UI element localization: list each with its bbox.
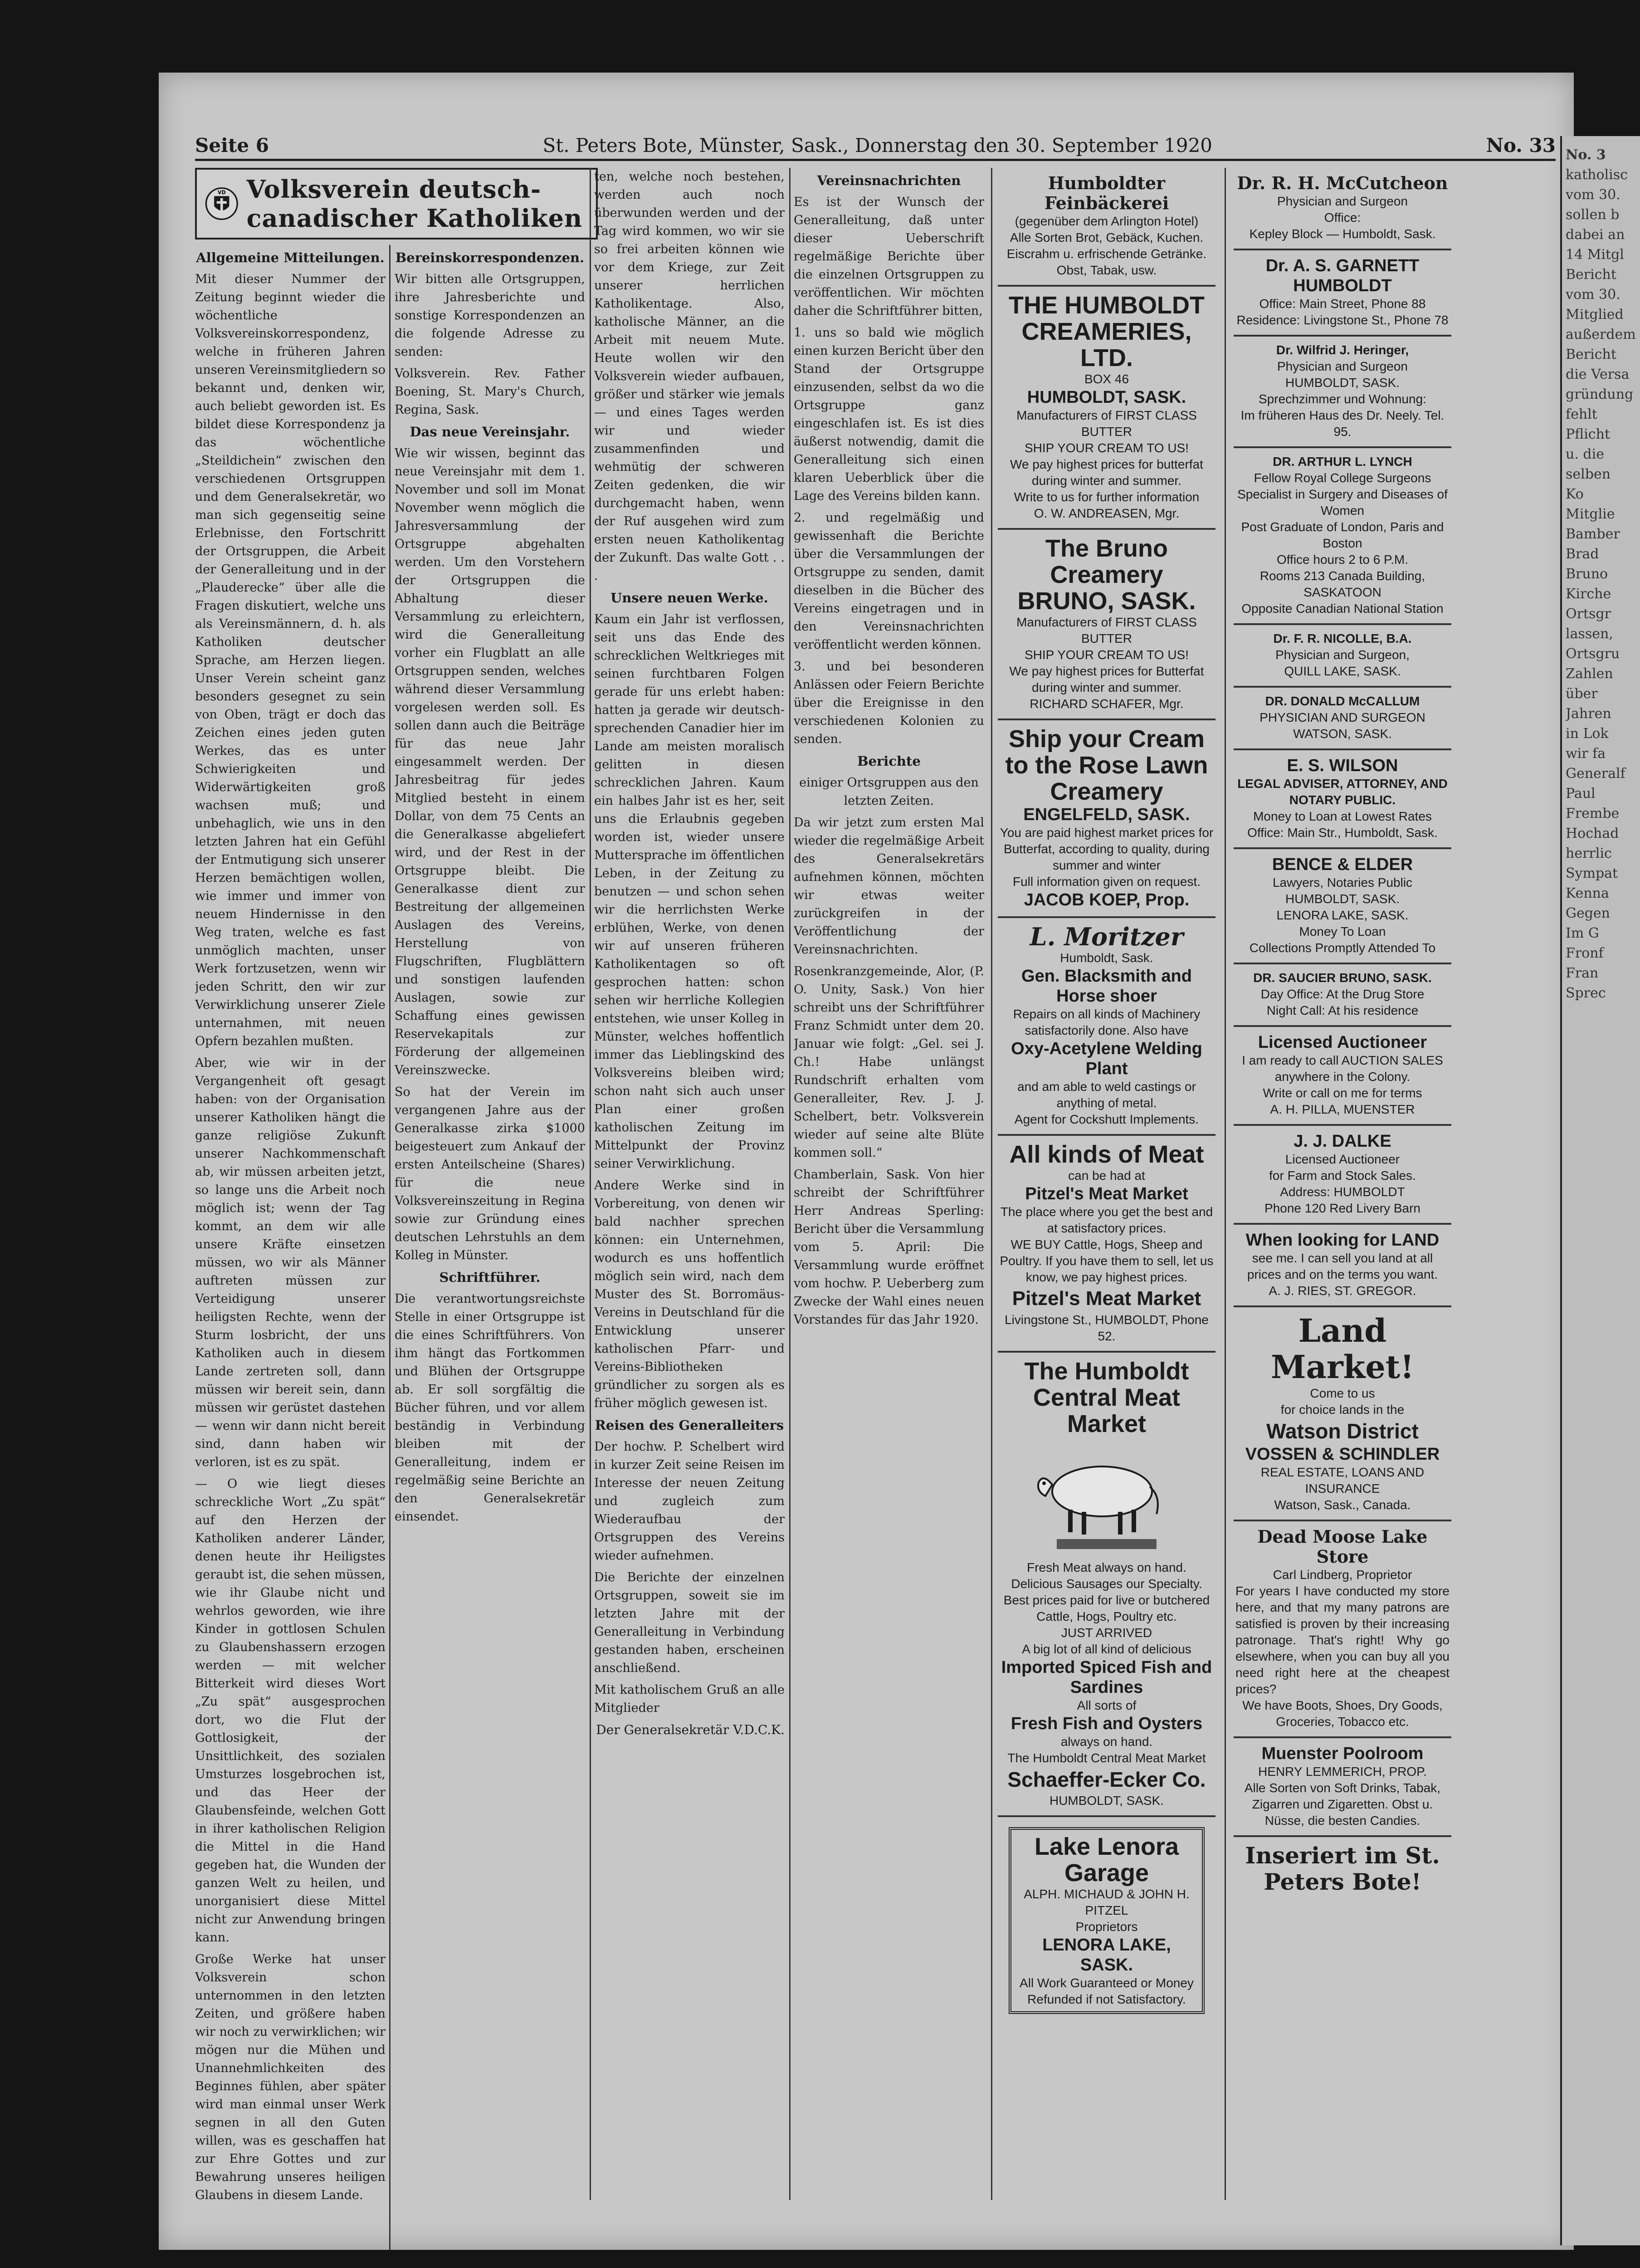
edge-line: Im G: [1566, 925, 1599, 941]
col4-para: 3. und bei besonderen Anlässen oder Feiern Berichte über die Ereignisse in den verschiedenen Kolonien zu senden.: [794, 660, 984, 746]
ad-land-market: Land Market! Come to us for choice lands in the Watson District VOSSEN & SCHINDLER REAL ESTATE, LOANS AND INSURANCE Watson, Sask., Canada.: [1234, 1307, 1451, 1521]
col1-heading: Allgemeine Mitteilungen.: [196, 250, 385, 265]
ad-bence-elder: BENCE & ELDER Lawyers, Notaries Public HUMBOLDT, SASK. LENORA LAKE, SASK. Money To Loan Collections Promptly Attended To: [1234, 849, 1451, 964]
col4-heading: Vereinsnachrichten: [817, 173, 961, 188]
edge-line: selben: [1566, 466, 1611, 482]
edge-line: Zahlen: [1566, 666, 1613, 682]
volksverein-logo-icon: [204, 172, 239, 235]
ad-ries-land: When looking for LAND see me. I can sell you land at all prices and on the terms you want. A. J. RIES, ST. GREGOR.: [1234, 1225, 1451, 1307]
ad-humboldt-creameries: THE HUMBOLDT CREAMERIES, LTD. BOX 46 HUMBOLDT, SASK. Manufacturers of FIRST CLASS BUTTER SHIP YOUR CREAM TO US! We pay highest prices for butterfat during winter and summer. Write to us for further information O. W. ANDREASEN, Mgr.: [998, 287, 1215, 530]
col3-para: Kaum ein Jahr ist verflossen, seit uns das Ende des schrecklichen Weltkrieges mit seinen furchtbaren Folgen gerade für uns erlebt haben: hatten ja gerade wir deutsch-sprechenden Canadier hier im Lande am meisten moralisch gelitten in diesen schrecklichen Jahren. Kaum ein halbes Jahr ist es her, seit uns die Erlaubnis gegeben worden ist, wieder unsere Muttersprache im öffentlichen Leben, in der Zeitung zu benutzen — und schon sehen wir die herrlichsten Werke erblühen, Werke, von denen wir auf unseren früheren Katholikentagen so oft gesprochen hatten: schon sehen wir herrliche Kollegien entstehen, wie unser Kolleg in Münster, welches hoffentlich immer das Lieblingskind des Volksvereins bleiben wird; schon naht sich auch unser Plan einer großen katholischen Zeitung im Mittelpunkt der Provinz seiner Verwirklichung.: [594, 612, 785, 1171]
col2-para: Wir bitten alle Ortsgruppen, ihre Jahresberichte und sonstige Korrespondenzen an die folgende Adresse zu senden:: [395, 272, 585, 359]
col4-para: Chamberlain, Sask. Von hier schreibt der Schriftführer Herr Andreas Sperling: Bericht über die Versammlung vom 5. April: Die Versammlung wurde eröffnet vom hochw. P. Ueberberg zum Zwecke der Wahl eines neuen Vorstandes für das Jahr 1920.: [794, 1168, 984, 1327]
ad-dr-mccutcheon: Dr. R. H. McCutcheon Physician and Surgeon Office: Kepley Block — Humboldt, Sask.: [1234, 168, 1451, 250]
edge-line: außerdem: [1566, 327, 1636, 342]
edge-line: fehlt: [1566, 406, 1597, 422]
edge-line: 14 Mitgl: [1566, 247, 1624, 263]
ad-licensed-auctioneer: Licensed Auctioneer I am ready to call AUCTION SALES anywhere in the Colony. Write or call on me for terms A. H. PILLA, MUENSTER: [1234, 1027, 1451, 1126]
col4-para: Rosenkranzgemeinde, Alor, (P. O. Unity, Sask.) Von hier schreibt uns der Schriftführer Franz Schmidt unter dem 20. Januar wie folgt: „Gel. sei J. Ch.! Habe unlängst Rundschrift erhalten vom Generalleiter, Rev. J. J. Schelbert, betr. Volksverein wieder auf seine alte Blüte kommen soll.“: [794, 964, 984, 1160]
edge-line: Fran: [1566, 965, 1599, 981]
ad-bruno-creamery: The Bruno Creamery BRUNO, SASK. Manufacturers of FIRST CLASS BUTTER SHIP YOUR CREAM TO US! We pay highest prices for Butterfat during winter and summer. RICHARD SCHAFER, Mgr.: [998, 530, 1215, 720]
col1-para: Mit dieser Nummer der Zeitung beginnt wieder die wöchentliche Volksvereinskorrespondenz, welche in früheren Jahren unseren Vereinsmitgliedern so bekannt und, denken wir, auch beliebt geworden ist. Es bildet diese Korrespondenz ja das wöchentliche „Steildichein“ zwischen den verschiedenen Ortsgruppen und dem Generalsekretär, wo man sich gegenseitig seine Erlebnisse, den Fortschritt der Ortsgruppen, die Arbeit der Generalleitung und in der „Plauderecke“ über alle die Fragen diskutiert, welche uns als Vereinsmännern, d. h. als Katholiken deutscher Sprache, am Herzen liegen. Unser Verein scheint ganz besonders gesegnet zu sein von Oben, trägt er doch das Zeichen eines jeden guten Werkes, das es unter Schwierigkeiten und Widerwärtigkeiten groß wachsen muß; und unbehaglich, wie uns in den letzten Jahren hat ein Gefühl der Entmutigung sich unserer Herzen bemächtigen wollen, wie immer und immer von neuem Hindernisse in den Weg traten, welche es fast unmöglich machten, unser Werk fortzusetzen, wenn wir jeden Schritt, den wir zur Verwirklichung unserer Ziele unternahmen, mit neuen Opfern bezahlen mußten.: [195, 272, 386, 1048]
edge-line: über: [1566, 686, 1598, 702]
ad-rose-lawn-creamery: Ship your Cream to the Rose Lawn Creamery ENGELFELD, SASK. You are paid highest market prices for Butterfat, according to quality, during summer and winter Full information given on request. JACOB KOEP, Prop.: [998, 720, 1215, 918]
edge-line: u. die: [1566, 446, 1604, 462]
ad-central-meat-market: The Humboldt Central Meat Market Fresh Meat always on hand. Delicious Sausages our Specialty. Best prices paid for live or butchered Cattle, Hogs, Poultry etc. JUST ARRIVED A big lot of all kind of delicious Imported Spiced Fish and Sardines All sorts of Fresh Fish and Oysters always on hand. The Humboldt Central Meat Market Schaeffer-Ecker Co. HUMBOLDT, SASK.: [998, 1353, 1215, 1817]
column-1: [195, 245, 386, 2250]
edge-line: Ko: [1566, 486, 1584, 502]
edge-line: Pflicht: [1566, 426, 1610, 442]
column-rule: [789, 168, 791, 2200]
col2-address: Volksverein. Rev. Father Boening, St. Mary's Church, Regina, Sask.: [395, 367, 585, 417]
edge-line: dabei an: [1566, 227, 1625, 243]
edge-line: Kenna: [1566, 885, 1609, 901]
edge-line: Brad: [1566, 546, 1599, 562]
col3-para: ten, welche noch bestehen, werden auch noch überwunden werden und der Tag wird kommen, wo wir sie so frei arbeiten können wie vor dem Kriege, zur Zeit unserer herrlichen Katholikentage. Also, katholische Männer, an die Arbeit mit neuem Mute. Heute wollen wir den Volksverein wieder aufbauen, größer und stärker wie jemals — und eines Tages werden wir und wieder zusammenfinden und wehmütig der schweren Zeiten gedenken, die wir durchgemacht haben, wenn der Ruf ausgehen wird zum ersten neuen Katholikentag der Zukunft. Das walte Gott . . .: [594, 170, 785, 583]
col3-para: Andere Werke sind in Vorbereitung, von denen wir bald nachher sprechen können: ein Unternehmen, wodurch es uns hoffentlich möglich sein wird, nach dem Muster des St. Borromäus-Vereins in Deutschland für die Entwicklung unserer katholischen Pfarr- und Vereins-Bibliotheken gründlicher zu sorgen als es früher möglich gewesen ist.: [594, 1178, 785, 1410]
edge-line: vom 30.: [1566, 187, 1620, 203]
col4-heading-2: Berichte: [857, 753, 921, 769]
col4-para: 1. uns so bald wie möglich einen kurzen Bericht über den Stand der Ortsgruppe einzusenden, selbst da wo die Ortsgruppe ganz eingeschlafen ist. Es ist dies äußerst notwendig, damit die Generalleitung sich einen klaren Ueberblick über die Lage des Vereins bilden kann.: [794, 326, 984, 503]
edge-line: Bruno: [1566, 566, 1608, 582]
col3-para: Der hochw. P. Schelbert wird in kurzer Zeit seine Reisen im Interesse der neuen Zeitung und zugleich zum Wiederaufbau der Ortsgruppen des Vereins wieder aufnehmen.: [594, 1440, 785, 1563]
edge-line: Sympat: [1566, 865, 1618, 881]
col2-heading: Bereinskorrespondenzen.: [395, 250, 585, 265]
ad-inseriert: Inseriert im St. Peters Bote!: [1245, 1842, 1440, 1895]
col2-para: Wie wir wissen, beginnt das neue Vereinsjahr mit dem 1. November und soll im Monat November wenn möglich die Jahresversammlung der Ortsgruppe abgehalten werden. Um den Vorstehern der Ortsgruppen die Abhaltung dieser Versammlung zu erleichtern, wird die Generalleitung vorher ein Flugblatt an alle Ortsgruppen senden, welches während dieser Versammlung vorgelesen werden soll. Es sollen dann auch die Beiträge für das neue Jahr eingesammelt werden. Der Jahresbeitrag für jedes Mitglied besteht in einem Dollar, von dem 75 Cents an die Generalkasse abgeliefert wird, und der Rest in der Ortsgruppe bleibt. Die Generalkasse dient zur Bestreitung der allgemeinen Auslagen des Vereins, Herstellung von Flugschriften, Flugblättern und sonstigen laufenden Auslagen, sowie zur Schaffung eines gewissen Reservekapitals zur Förderung der allgemeinen Vereinszwecke.: [395, 446, 585, 1077]
ad-dr-garnett: Dr. A. S. GARNETT HUMBOLDT Office: Main Street, Phone 88 Residence: Livingstone St., Phone 78: [1234, 250, 1451, 337]
edge-line: Ortsgr: [1566, 606, 1611, 622]
edge-line: Fronf: [1566, 945, 1604, 961]
ad-dr-lynch: DR. ARTHUR L. LYNCH Fellow Royal College Surgeons Specialist in Surgery and Diseases of Women Post Graduate of London, Paris and Boston Office hours 2 to 6 P.M. Rooms 213 Canada Building, SASKATOON Opposite Canadian National Station: [1234, 448, 1451, 625]
ad-dr-heringer: Dr. Wilfrid J. Heringer, Physician and Surgeon HUMBOLDT, SASK. Sprechzimmer und Wohnung: Im früheren Haus des Dr. Neely. Tel. 95.: [1234, 337, 1451, 448]
col3-heading-2: Reisen des Generalleiters: [595, 1418, 784, 1433]
edge-line: Mitglied: [1566, 307, 1624, 323]
column-6-ads: [1234, 168, 1451, 2209]
col2-para: Die verantwortungsreichste Stelle in einer Ortsgruppe ist die eines Schriftführers. Von ihm hängt das Fortkommen und Blühen der Ortsgruppe ab. Er soll sorgfältig die Bücher führen, und vor allem beständig in Verbindung bleiben mit der Generalleitung, indem er regelmäßig seine Berichte an den Generalsekretär einsendet.: [395, 1292, 585, 1524]
col1-para: Aber, wie wir in der Vergangenheit oft gesagt haben: von der Organisation unserer Katholiken hängt die ganze religiöse Zukunft unserer Nachkommenschaft ab, wir müssen arbeiten jetzt, so lange uns die Arbeit noch möglich ist; wenn der Tag kommt, an dem wir alle unsere Kräfte einsetzen müssen, wo wir als Männer auftreten müssen zur Verteidigung unserer heiligsten Rechte, wenn der Sturm losbricht, der uns Katholiken auch in diesem Lande zertreten soll, dann müssen wir bereit sein, dann müssen wir gerüstet dastehen — wenn wir dann nicht bereit sind, dann haben wir verloren, ist es zu spät.: [195, 1056, 386, 1469]
banner-title: Volksverein deutsch-canadischer Katholiken: [246, 175, 583, 233]
edge-line: Bericht: [1566, 347, 1616, 362]
edge-line: Jahren: [1566, 706, 1611, 722]
col2-para: So hat der Verein im vergangenen Jahre aus der Generalkasse zirka $1000 beigesteuert zum Ankauf der ersten Anteilscheine (Shares) für die neue Volksvereinszeitung in Regina sowie zur Gründung eines deutschen Lehrstuhls an dem Kolleg in Münster.: [395, 1085, 585, 1262]
newspaper-page: [159, 73, 1574, 2250]
col1-para: Große Werke hat unser Volksverein schon unternommen in den letzten Zeiten, und größere haben wir noch zu verwirklichen; wir mögen nur die Mühen und Unannehmlichkeiten des Beginnes fühlen, aber später wird man einmal unser Werk segnen in all den Guten willen, was es geschaffen hat zur Ehre Gottes und zur Bewahrung unseres heiligen Glaubens in diesem Lande.: [195, 1952, 386, 2202]
ad-pitzels-meat: All kinds of Meat can be had at Pitzel's Meat Market The place where you get the best and at satisfactory prices. WE BUY Cattle, Hogs, Sheep and Poultry. If you have them to sell, let us know, we pay highest prices. Pitzel's Meat Market Livingstone St., HUMBOLDT, Phone 52.: [998, 1136, 1215, 1353]
edge-line: Kirche: [1566, 586, 1611, 602]
edge-line: Ortsgru: [1566, 646, 1620, 662]
column-rule: [991, 168, 992, 2200]
volksverein-banner: [195, 168, 598, 240]
col4-para: Es ist der Wunsch der Generalleitung, daß unter dieser Ueberschrift regelmäßige Berichte über die einzelnen Ortsgruppen zu veröffentlichen. Wir möchten daher die Schriftführer bitten,: [794, 195, 984, 318]
col1-para: — O wie liegt dieses schreckliche Wort „Zu spät“ auf den Herzen der Katholiken anderer Länder, denen heute ihr Heiligstes geraubt ist, die sehen müssen, wie ihr Glaube nicht und wehrlos geworden, wie ihre Kinder in gottlosen Schulen zu Glaubenshassern erzogen werden — mit welcher Bitterkeit wird dieses Wort „Zu spät“ ausgesprochen dort, wo die Flut der Gottlosigkeit, der Unsittlichkeit, des sozialen Umsturzes losgebrochen ist, und das Heer der Glaubensfeinde, welchen Gott in ihrer katholischen Religion die Mittel in die Hand gegeben hat, die Wunden der ganzen Welt zu heilen, und unorganisiert diese Mittel nicht zur Anwendung bringen kann.: [195, 1477, 386, 1945]
edge-line: Paul: [1566, 786, 1596, 802]
column-rule: [389, 245, 390, 2250]
edge-line: lassen,: [1566, 626, 1613, 642]
masthead: [195, 132, 1556, 161]
edge-line: Bericht: [1566, 267, 1616, 283]
svg-text:VD: VD: [217, 189, 226, 196]
edge-line: Hochad: [1566, 826, 1619, 841]
edge-line: in Lok: [1566, 726, 1609, 742]
edge-line: Generalf: [1566, 766, 1625, 782]
edge-line: herrlic: [1566, 846, 1612, 861]
col3-para: Mit katholischem Gruß an alle Mitglieder: [594, 1683, 785, 1715]
col4-subheading: einiger Ortsgruppen aus den letzten Zeiten.: [799, 776, 979, 808]
ad-moritzer-blacksmith: L. Moritzer Humboldt, Sask. Gen. Blacksmith and Horse shoer Repairs on all kinds of Machinery satisfactorily done. Also have Oxy-Acetylene Welding Plant and am able to weld castings or anything of metal. Agent for Cockshutt Implements.: [998, 918, 1215, 1136]
column-3: [594, 168, 785, 2209]
col3-para: Die Berichte der einzelnen Ortsgruppen, soweit sie im letzten Jahre mit der Generalleitung in Verbindung gestanden haben, erscheinen anschließend.: [594, 1570, 785, 1675]
column-2: [395, 245, 585, 2250]
masthead-title: St. Peters Bote, Münster, Sask., Donnerstag den 30. September 1920: [542, 134, 1213, 156]
edge-line: Gegen: [1566, 905, 1610, 921]
ad-jj-dalke: J. J. DALKE Licensed Auctioneer for Farm and Stock Sales. Address: HUMBOLDT Phone 120 Red Livery Barn: [1234, 1126, 1451, 1225]
column-4: [794, 168, 984, 2209]
col3-heading: Unsere neuen Werke.: [610, 590, 768, 606]
ad-feinbaeckerei: Humboldter Feinbäckerei (gegenüber dem Arlington Hotel) Alle Sorten Brot, Gebäck, Kuchen. Eiscrahm u. erfrischende Getränke. Obst, Tabak, usw.: [998, 168, 1215, 287]
edge-line: sollen b: [1566, 207, 1620, 223]
col3-signature: Der Generalsekretär V.D.C.K.: [596, 1722, 785, 1737]
edge-line: die Versa: [1566, 367, 1630, 382]
ad-muenster-poolroom: Muenster Poolroom HENRY LEMMERICH, PROP. Alle Sorten von Soft Drinks, Tabak, Zigarren und Zigaretten. Obst u. Nüsse, die besten Candies.: [1234, 1738, 1451, 1837]
ad-lake-lenora-garage: Lake Lenora Garage ALPH. MICHAUD & JOHN H. PITZEL Proprietors LENORA LAKE, SASK. All Work Guaranteed or Money Refunded if not Satisfactory.: [998, 1817, 1215, 2025]
edge-line: Sprec: [1566, 985, 1606, 1001]
column-rule: [590, 168, 591, 2200]
issue-number: No. 33: [1486, 134, 1556, 156]
edge-line: Frembe: [1566, 806, 1620, 821]
col4-para: Da wir jetzt zum ersten Mal wieder die regelmäßige Arbeit des Generalsekretärs aufnehmen können, möchten wir etwas weiter zurückgreifen in der Veröffentlichung der Vereinsnachrichten.: [794, 816, 984, 957]
edge-line: wir fa: [1566, 746, 1606, 762]
ad-dr-nicolle: Dr. F. R. NICOLLE, B.A. Physician and Surgeon, QUILL LAKE, SASK.: [1234, 625, 1451, 688]
edge-line: Bamber: [1566, 526, 1620, 542]
ad-dr-mccallum: DR. DONALD McCALLUM PHYSICIAN AND SURGEON WATSON, SASK.: [1234, 688, 1451, 750]
edge-header: No. 3: [1566, 147, 1606, 163]
col2-heading-2: Das neue Vereinsjahr.: [410, 424, 570, 440]
edge-line: katholisc: [1566, 167, 1628, 183]
page-number: Seite 6: [195, 134, 269, 156]
edge-line: gründung: [1566, 386, 1634, 402]
ad-dr-saucier: DR. SAUCIER BRUNO, SASK. Day Office: At the Drug Store Night Call: At his residence: [1234, 964, 1451, 1027]
col4-para: 2. und regelmäßig und gewissenhaft die Berichte über die Versammlungen der Ortsgruppe zu senden, damit dieselben in die Bücher des Vereins eingetragen und in den Vereinsnachrichten veröffentlicht werden können.: [794, 511, 984, 652]
adjacent-page-edge: [1560, 136, 1640, 2245]
column-5-ads: [998, 168, 1215, 2209]
edge-line: Mitglie: [1566, 506, 1615, 522]
column-rule: [1225, 168, 1226, 2200]
col2-heading-3: Schriftführer.: [439, 1270, 541, 1285]
ox-illustration-icon: [1025, 1442, 1188, 1555]
edge-line: vom 30.: [1566, 287, 1620, 303]
ad-dead-moose-lake-store: Dead Moose Lake Store Carl Lindberg, Proprietor For years I have conducted my store here, and that my many patrons are satisfied is proven by their increasing patronage. That's right! Why go elsewhere, when you can buy all you need right here at the cheapest prices? We have Boots, Shoes, Dry Goods, Groceries, Tobacco etc.: [1234, 1521, 1451, 1738]
ad-es-wilson: E. S. WILSON LEGAL ADVISER, ATTORNEY, AND NOTARY PUBLIC. Money to Loan at Lowest Rates Office: Main Str., Humboldt, Sask.: [1234, 750, 1451, 849]
